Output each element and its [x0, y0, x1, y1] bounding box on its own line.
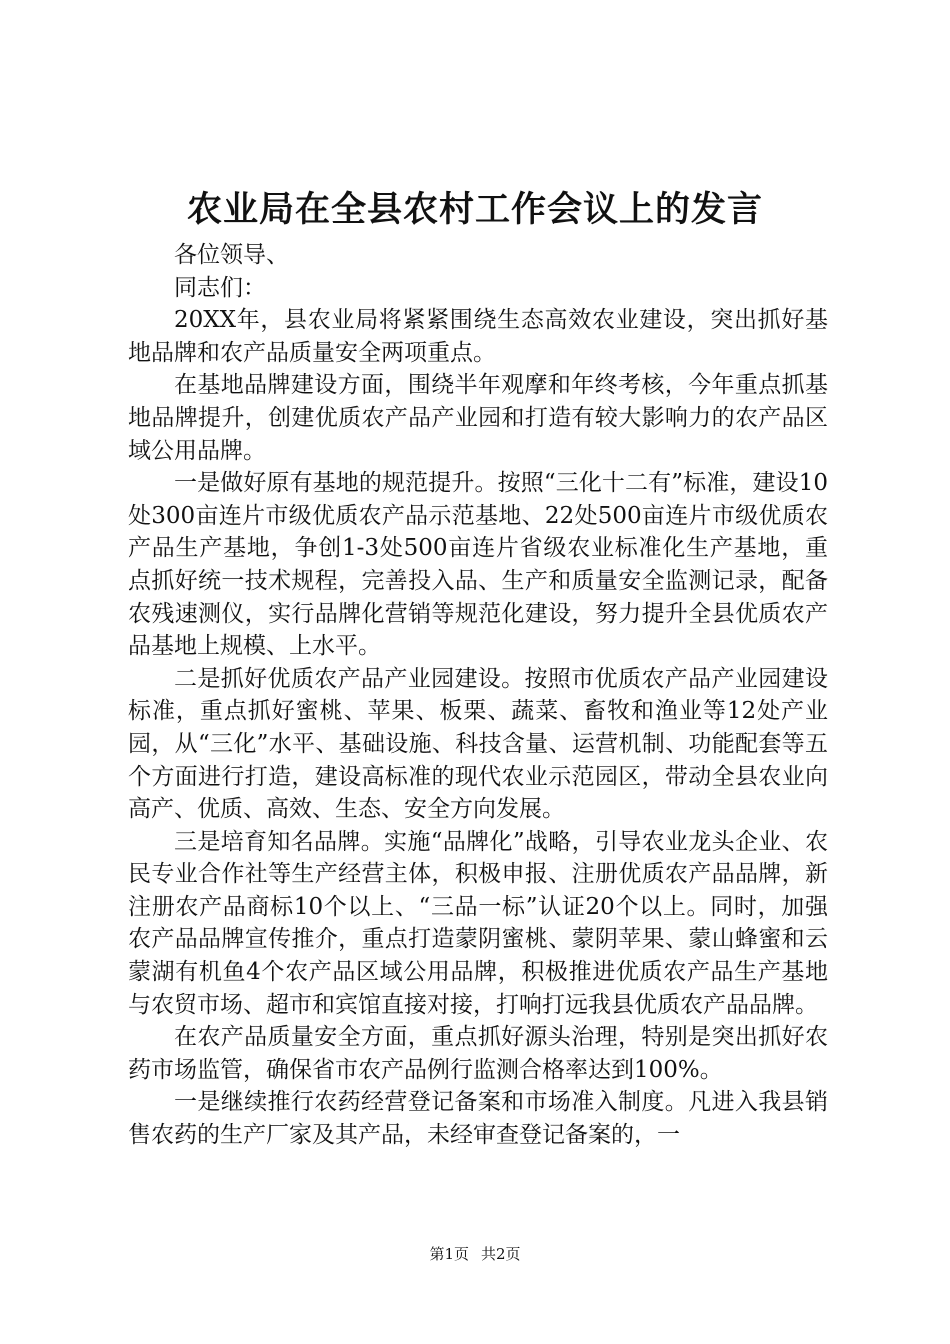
body-paragraph: 二是抓好优质农产品产业园建设。按照市优质农产品产业园建设标准，重点抓好蜜桃、苹果、板栗、蔬菜、畜牧和渔业等12处产业园，从“三化”水平、基础设施、科技含量、运营机制、功能配套等五个方面进行打造，建设高标准的现代农业示范园区，带动全县农业向高产、优质、高效、生态、安全方向发展。 — [128, 665, 828, 823]
page-total: 共2页 — [481, 1245, 521, 1263]
document-body — [128, 239, 828, 1152]
body-paragraph: 三是培育知名品牌。实施“品牌化”战略，引导农业龙头企业、农民专业合作社等生产经营主体，积极申报、注册优质农产品品牌，新注册农产品商标10个以上、“三品一标”认证20个以上。同时，加强农产品品牌宣传推介，重点打造蒙阴蜜桃、蒙阴苹果、蒙山蜂蜜和云蒙湖有机鱼4个农产品区域公用品牌，积极推进优质农产品生产基地与农贸市场、超市和宾馆直接对接，打响打远我县优质农产品品牌。 — [128, 828, 828, 1018]
body-paragraph: 一是继续推行农药经营登记备案和市场准入制度。凡进入我县销售农药的生产厂家及其产品，未经审查登记备案的，一 — [128, 1089, 828, 1149]
document-title: 农业局在全县农村工作会议上的发言 — [186, 189, 763, 230]
body-paragraph: 在农产品质量安全方面，重点抓好源头治理，特别是突出抓好农药市场监管，确保省市农产品例行监测合格率达到100%。 — [128, 1024, 828, 1083]
body-paragraph: 一是做好原有基地的规范提升。按照“三化十二有”标准，建设10处300亩连片市级优质农产品示范基地、22处500亩连片市级优质农产品生产基地，争创1-3处500亩连片省级农业标准化生产基地，重点抓好统一技术规程，完善投入品、生产和质量安全监测记录，配备农残速测仪，实行品牌化营销等规范化建设，努力提升全县优质农产品基地上规模、上水平。 — [128, 470, 828, 660]
page-number: 第1页 — [429, 1245, 469, 1263]
greeting-line: 各位领导、 — [174, 242, 289, 268]
body-paragraph: 20XX年，县农业局将紧紧围绕生态高效农业建设，突出抓好基地品牌和农产品质量安全两项重点。 — [128, 307, 828, 366]
greeting-line: 同志们： — [174, 274, 266, 301]
page-footer — [0, 1244, 950, 1264]
body-paragraph: 在基地品牌建设方面，围绕半年观摩和年终考核，今年重点抓基地品牌提升，创建优质农产品产业园和打造有较大影响力的农产品区域公用品牌。 — [128, 372, 828, 464]
